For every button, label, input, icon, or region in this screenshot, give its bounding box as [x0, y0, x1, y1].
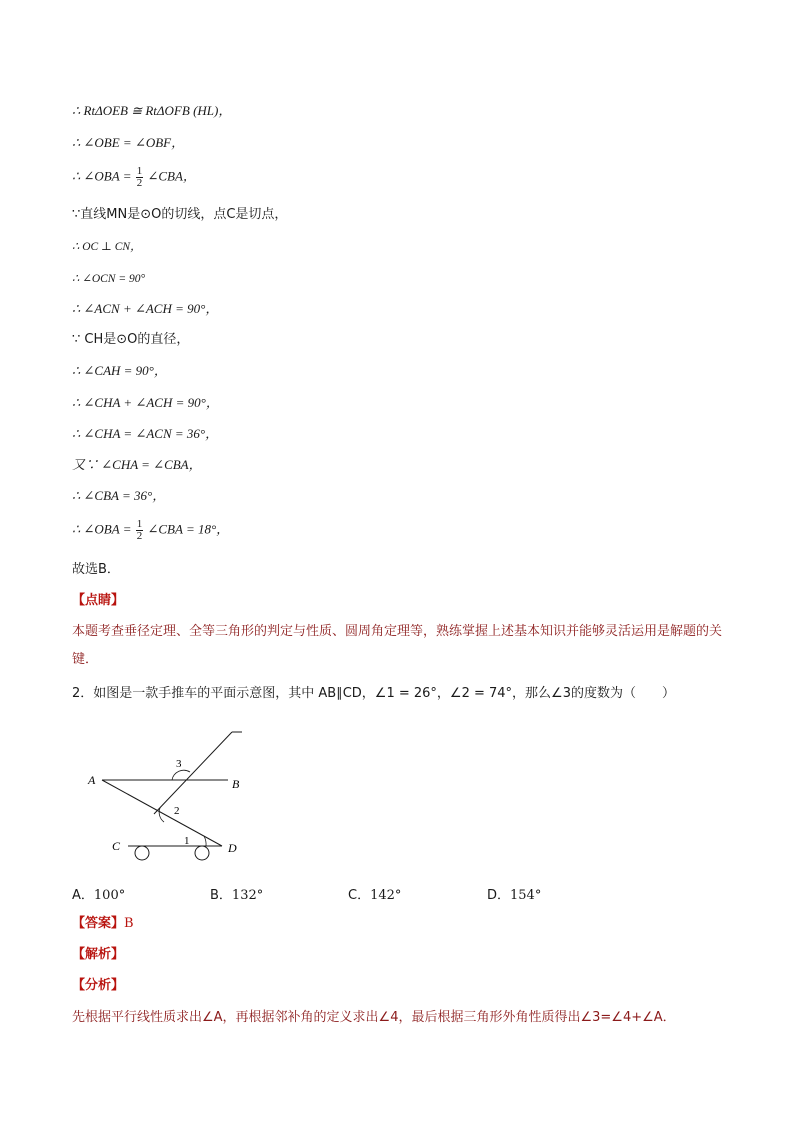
step-perpendicular: ∴ OC ⊥ CN， [72, 241, 142, 253]
step-cah: ∴ ∠CAH = 90°， [72, 363, 167, 378]
fraction-numerator-2: 1 [136, 518, 143, 530]
question-2: 2．如图是一款手推车的平面示意图，其中 AB∥CD，∠1 = 26°，∠2 = 74°，那么∠3的度数为（ ） [72, 686, 675, 701]
label-b: B [232, 777, 240, 791]
answer-line [72, 915, 134, 933]
wheel-right [195, 846, 209, 860]
step-oba-post: ∠CBA = 18°， [147, 521, 230, 537]
handle-line [154, 732, 232, 814]
dianjing-label: 【点睛】 [72, 593, 125, 608]
label-1: 1 [184, 835, 190, 847]
choice-b-letter: B． [210, 888, 232, 903]
choice-a-letter: A． [72, 888, 94, 903]
fraction-half [136, 166, 144, 189]
fraction-denominator: 2 [136, 177, 143, 189]
step-cba-36: ∴ ∠CBA = 36°， [72, 488, 166, 503]
label-d: D [228, 841, 237, 855]
choice-c-value: 142° [370, 888, 402, 903]
step-oba-pre: ∴ ∠OBA = [72, 521, 132, 537]
fenxi-text: 先根据平行线性质求出∠A，再根据邻补角的定义求出∠4，最后根据三角形外角性质得出∠3=∠4+∠A． [72, 1010, 676, 1025]
step-tangent: ∵直线MN是⊙O的切线，点C是切点， [72, 207, 288, 222]
choice-c[interactable] [348, 884, 401, 903]
choice-b[interactable] [210, 884, 263, 903]
label-c: C [112, 839, 121, 853]
dianjing-text: 本题考查垂径定理、全等三角形的判定与性质、圆周角定理等，熟练掌握上述基本知识并能够灵活运用是解题的关键． [72, 624, 723, 667]
choice-a[interactable] [72, 884, 125, 903]
label-3: 3 [176, 758, 182, 770]
fraction-half-2 [136, 519, 144, 542]
choice-d-letter: D． [487, 888, 511, 903]
step-ocn: ∴ ∠OCN = 90° [72, 273, 146, 285]
jiexi-label: 【解析】 [72, 947, 125, 962]
step-angle-equal: ∴ ∠OBE = ∠OBF， [72, 135, 185, 150]
answer-label: 【答案】 [72, 916, 125, 931]
angle-2-arc [159, 808, 164, 822]
choice-d[interactable] [487, 884, 541, 903]
choice-c-letter: C． [348, 888, 371, 903]
step-congruent: ∴ RtΔOEB ≅ RtΔOFB (HL)， [72, 103, 232, 118]
choice-a-value: 100° [93, 888, 126, 903]
step-diameter: ∵ CH是⊙O的直径， [72, 332, 190, 347]
step-cha-ach: ∴ ∠CHA + ∠ACH = 90°， [72, 395, 219, 410]
choice-d-value: 154° [510, 888, 542, 903]
step-choose: 故选B． [72, 562, 120, 577]
answer-value: B [124, 916, 134, 931]
label-a: A [88, 773, 96, 787]
step-half-angle [72, 166, 196, 189]
choice-b-value: 132° [231, 888, 264, 903]
fraction-denominator-2: 2 [136, 530, 143, 542]
cart-figure [80, 720, 280, 870]
step-cha-acn: ∴ ∠CHA = ∠ACN = 36°， [72, 426, 219, 441]
fraction-numerator: 1 [136, 165, 143, 177]
step-half-angle-post: ∠CBA， [147, 168, 196, 184]
step-cha-cba: 又∵ ∠CHA = ∠CBA， [72, 457, 202, 472]
fenxi-label: 【分析】 [72, 978, 125, 993]
step-half-angle-pre: ∴ ∠OBA = [72, 168, 132, 184]
step-acn-ach: ∴ ∠ACN + ∠ACH = 90°， [72, 301, 219, 316]
wheel-left [135, 846, 149, 860]
label-2: 2 [174, 805, 180, 817]
step-oba-18 [72, 519, 229, 542]
